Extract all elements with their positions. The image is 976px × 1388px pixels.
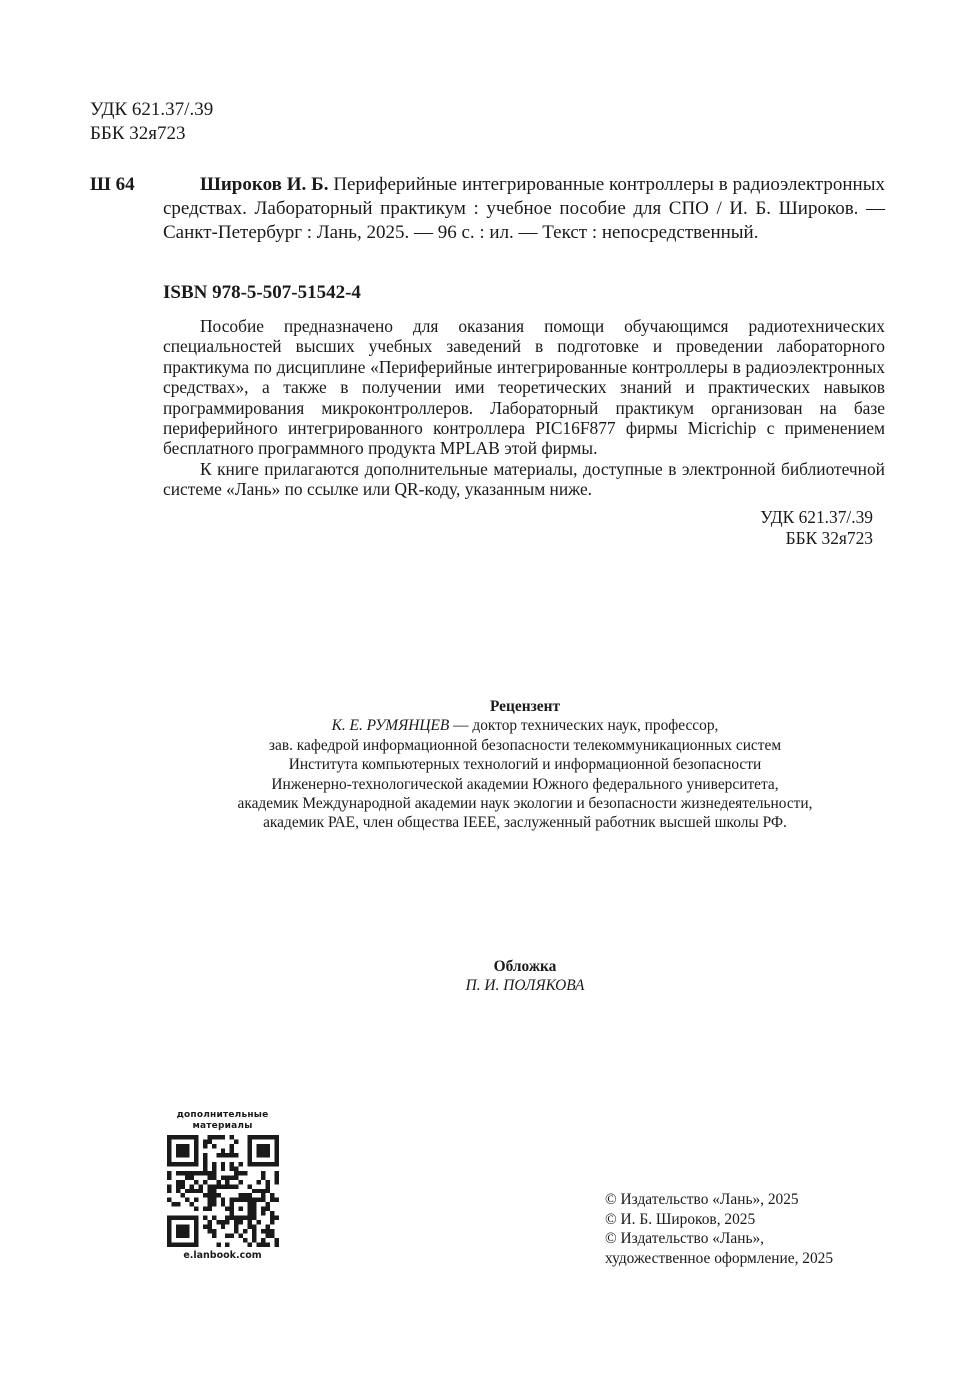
bbk-code: ББК 32я723 bbox=[90, 123, 186, 144]
abstract-paragraph: К книге прилагаются дополнительные материалы, доступные в электронной библиотечной системе «Лань» по ссылке или QR-коду, указанным ниже. bbox=[163, 458, 885, 500]
author-mark: Ш 64 bbox=[90, 174, 135, 195]
udk-bbk-footer bbox=[700, 507, 873, 549]
cover-credit bbox=[375, 957, 675, 996]
cover-heading: Обложка bbox=[493, 958, 557, 975]
abstract-paragraph: Пособие предназначено для оказания помощи обучающимся радиотехнических специальностей высших учебных заведений в подготовке и проведении лабораторного практикума по дисциплине «Периферийные интегрированные контроллеры в радиоэлектронных средствах», а также в получении ими теоретических знаний и практических навыков программирования микроконтроллеров. Лабораторный практикум организован на базе периферийного интегрированного контроллера PIC16F877 фирмы Micrichip с применением бесплатного программного продукта MPLAB этой фирмы. bbox=[163, 316, 885, 459]
bbk-code: ББК 32я723 bbox=[785, 528, 873, 548]
cover-designer: П. И. ПОЛЯКОВА bbox=[465, 977, 585, 995]
abstract bbox=[163, 316, 885, 500]
qr-caption-line: дополнительные bbox=[176, 1110, 269, 1120]
reviewer-heading: Рецензент bbox=[489, 698, 561, 715]
udk-code: УДК 621.37/.39 bbox=[90, 99, 214, 120]
reviewer-line: академик РАЕ, член общества IEEE, заслуженный работник высшей школы РФ. bbox=[263, 814, 787, 832]
author-name: Широков И. Б. bbox=[200, 174, 329, 195]
qr-url[interactable]: e.lanbook.com bbox=[183, 1250, 262, 1261]
reviewer-title: — доктор технических наук, профессор, bbox=[449, 717, 719, 735]
qr-code-icon[interactable] bbox=[167, 1135, 279, 1247]
copyright-line: © Издательство «Лань», 2025 bbox=[605, 1191, 799, 1208]
bibliographic-description: Периферийные интегрированные контроллеры в радиоэлектронных средствах. Лабораторный практикум : учебное пособие для СПО / И. Б. Широков. — Санкт-Петербург : Лань, 2025. — 96 с. : ил. — Текст : непосредственный. bbox=[163, 174, 885, 243]
reviewer-line: Инженерно-технологической академии Южного федерального университета, bbox=[271, 775, 779, 793]
reviewer-line: академик Международной академии наук экологии и безопасности жизнедеятельности, bbox=[237, 795, 813, 813]
copyright-line: художественное оформление, 2025 bbox=[605, 1249, 834, 1267]
reviewer-name: К. Е. РУМЯНЦЕВ bbox=[331, 717, 450, 735]
copyright-line: © Издательство «Лань», bbox=[605, 1230, 765, 1248]
udk-code: УДК 621.37/.39 bbox=[760, 507, 873, 527]
qr-caption bbox=[160, 1110, 285, 1132]
reviewer-line: зав. кафедрой информационной безопасности телекоммуникационных систем bbox=[268, 736, 782, 754]
qr-block[interactable] bbox=[160, 1110, 285, 1262]
udk-bbk-header bbox=[90, 98, 213, 146]
bibliographic-record bbox=[163, 173, 885, 245]
reviewer-block bbox=[150, 697, 900, 833]
reviewer-line: Института компьютерных технологий и информационной безопасности bbox=[288, 756, 762, 774]
copyright-block bbox=[605, 1190, 905, 1268]
copyright-line: © И. Б. Широков, 2025 bbox=[605, 1210, 756, 1228]
qr-caption-line: материалы bbox=[192, 1121, 253, 1131]
reviewer-line bbox=[150, 716, 900, 735]
isbn: ISBN 978-5-507-51542-4 bbox=[163, 282, 361, 303]
